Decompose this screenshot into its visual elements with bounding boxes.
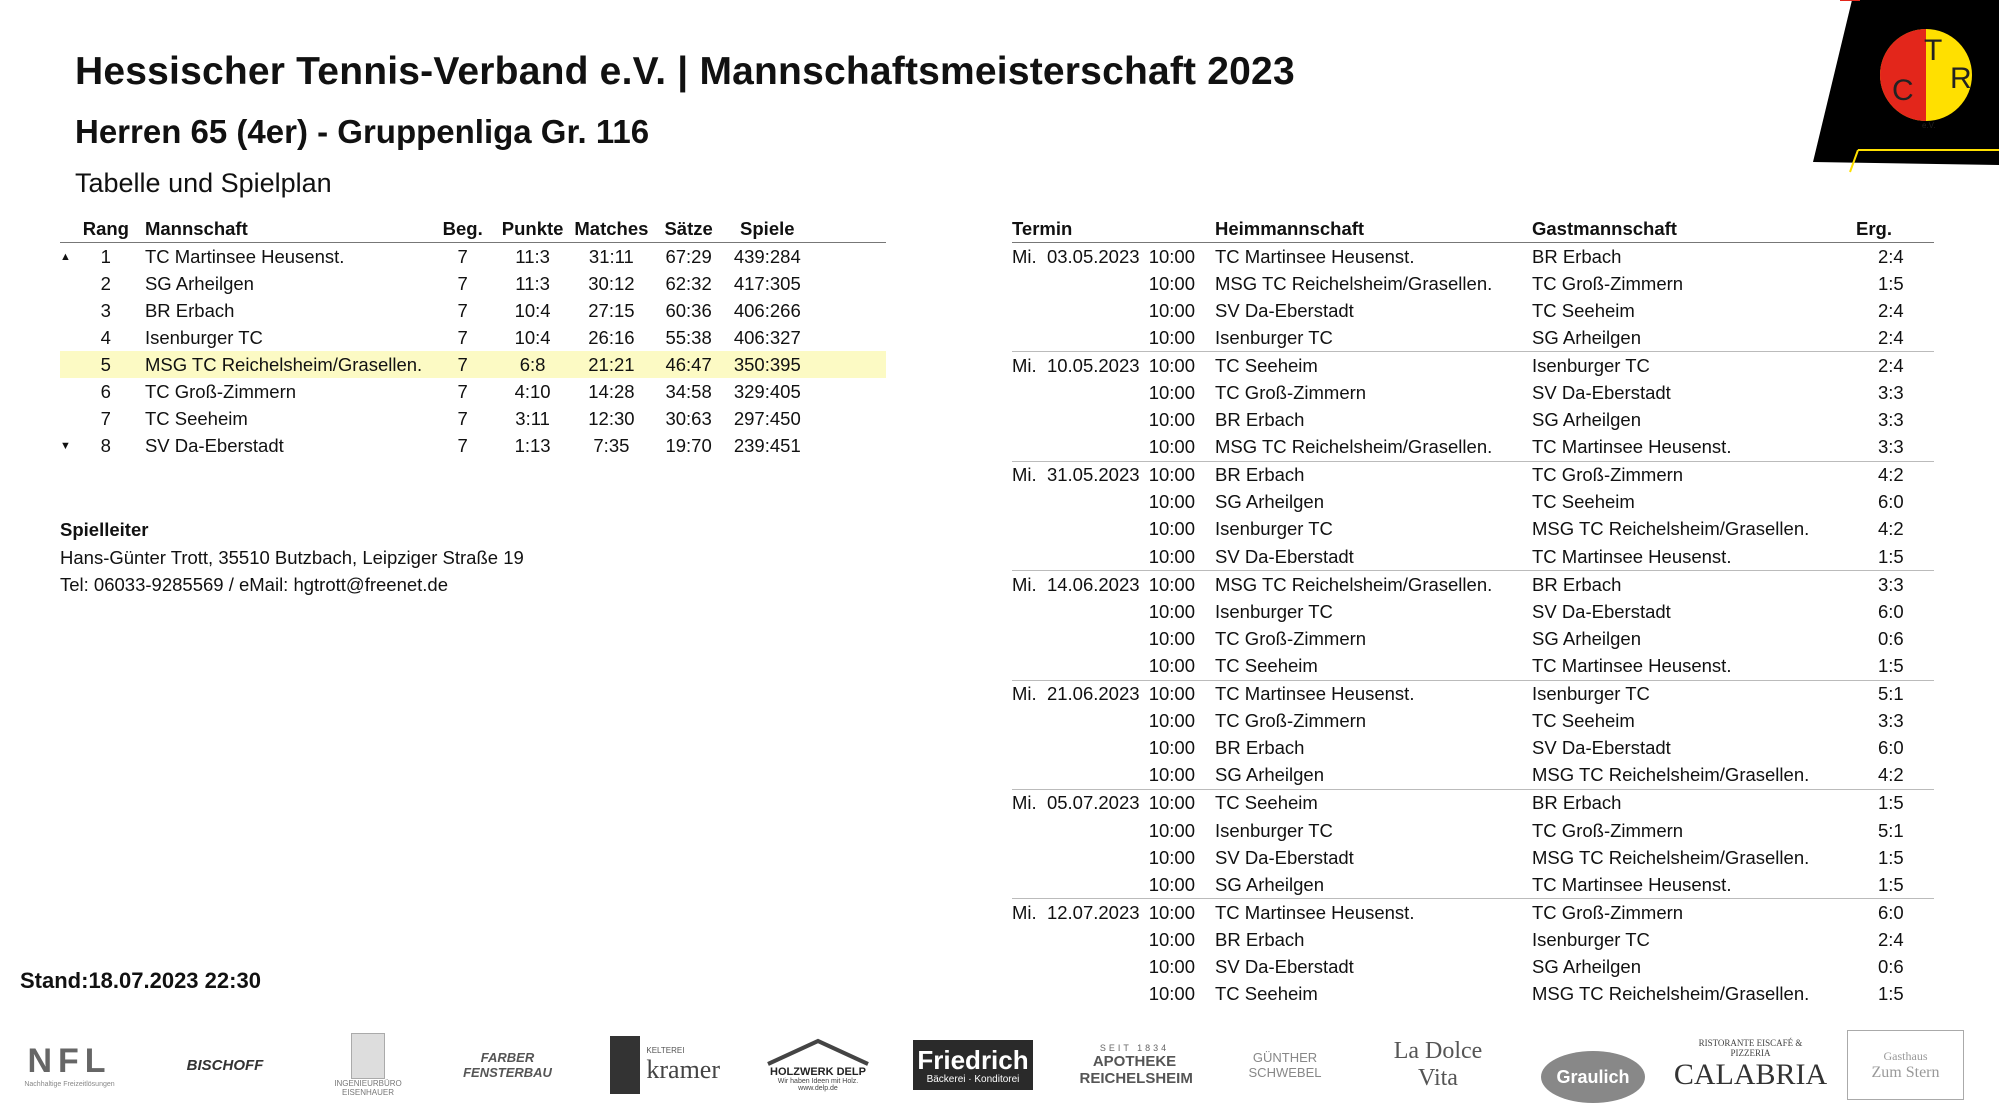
cell-time: 10:00 (1148, 272, 1195, 294)
cell-home: TC Groß-Zimmern (1215, 710, 1367, 732)
cell-time: 10:00 (1148, 352, 1215, 380)
cell-home: TC Martinsee Heusenst. (1215, 899, 1532, 927)
fixtures-header-row (1012, 215, 1934, 243)
cell-time: 10:00 (1148, 600, 1195, 622)
cell-time: 10:00 (1148, 928, 1195, 950)
cell-result: 2:4 (1856, 352, 1934, 380)
cell-date (1012, 844, 1148, 871)
fixture-row (1012, 543, 1934, 571)
cell-time: 10:00 (1148, 955, 1195, 977)
sponsor-holzwerk-delp: HOLZWERK DELP Wir haben Ideen mit Holz. www.delp.de (758, 1030, 878, 1100)
standings-row (60, 405, 886, 432)
cell-result: 4:2 (1856, 461, 1934, 489)
cell-punkte: 3:11 (515, 407, 550, 429)
cell-date (1012, 543, 1148, 571)
cell-matches: 7:35 (593, 434, 630, 456)
contact-address: Hans-Günter Trott, 35510 Butzbach, Leipziger Straße 19 (60, 546, 524, 568)
cell-result: 2:4 (1878, 928, 1904, 950)
standings-row (60, 432, 886, 459)
sponsor-calabria: RISTORANTE EISCAFÉ & PIZZERIA CALABRIA (1673, 1038, 1828, 1091)
cell-time: 10:00 (1148, 737, 1195, 759)
cell-time: 10:00 (1148, 326, 1195, 348)
fixture-row (1012, 680, 1934, 708)
fixture-row (1012, 461, 1934, 489)
fixture-row (1012, 926, 1934, 953)
contact-phone-email: Tel: 06033-9285569 / eMail: hgtrott@freenet.de (60, 574, 449, 595)
cell-guest: TC Groß-Zimmern (1532, 899, 1856, 927)
cell-beg: 7 (457, 326, 468, 348)
cell-home: TC Seeheim (1215, 789, 1532, 817)
cell-matches: 12:30 (588, 407, 635, 429)
fixture-row (1012, 598, 1934, 625)
trend-up-icon: ▲ (60, 250, 71, 263)
cell-date (1012, 625, 1148, 652)
cell-guest: MSG TC Reichelsheim/Grasellen. (1532, 983, 1810, 1005)
cell-date (1012, 871, 1148, 899)
cell-time: 10:00 (1148, 299, 1195, 321)
page-title: Hessischer Tennis-Verband e.V. | Mannschaftsmeisterschaft 2023 (75, 50, 1295, 93)
cell-guest: MSG TC Reichelsheim/Grasellen. (1532, 518, 1810, 540)
cell-spiele: 350:395 (728, 351, 807, 378)
cell-guest: SV Da-Eberstadt (1532, 737, 1671, 759)
cell-punkte: 10:4 (514, 299, 551, 321)
cell-home: TC Seeheim (1215, 983, 1318, 1005)
cell-home: MSG TC Reichelsheim/Grasellen. (1215, 571, 1532, 599)
cell-home: SG Arheilgen (1215, 873, 1325, 895)
cell-rank: 7 (100, 407, 111, 429)
fixture-row (1012, 789, 1934, 817)
col-saetze: Sätze (649, 215, 728, 243)
cell-time: 10:00 (1148, 436, 1195, 458)
cell-result: 3:3 (1878, 710, 1904, 732)
cell-spiele: 297:450 (733, 407, 801, 429)
cell-time: 10:00 (1148, 571, 1215, 599)
cell-time: 10:00 (1148, 491, 1195, 513)
cell-home: Isenburger TC (1215, 518, 1333, 540)
cell-guest: TC Seeheim (1532, 710, 1635, 732)
sponsor-friedrich: Friedrich Bäckerei · Konditorei (913, 1040, 1033, 1090)
cell-time: 10:00 (1148, 873, 1195, 895)
cell-team: BR Erbach (144, 299, 235, 321)
cell-home: TC Groß-Zimmern (1215, 382, 1367, 404)
logo-suffix: e.V. (1922, 121, 1936, 130)
cell-beg: 7 (434, 351, 492, 378)
logo-letter-t: T (1924, 34, 1943, 67)
col-erg: Erg. (1856, 215, 1934, 243)
cell-result: 3:3 (1856, 571, 1934, 599)
cell-rank: 2 (100, 272, 111, 294)
cell-guest: TC Groß-Zimmern (1532, 819, 1684, 841)
cell-result: 4:2 (1878, 764, 1904, 786)
cell-date (1012, 434, 1148, 462)
cell-date (1012, 926, 1148, 953)
cell-date (1012, 297, 1148, 324)
cell-saetze: 62:32 (665, 272, 712, 294)
cell-home: TC Groß-Zimmern (1215, 627, 1367, 649)
cell-spiele: 406:266 (733, 299, 801, 321)
cell-guest: TC Martinsee Heusenst. (1532, 654, 1732, 676)
trend-cell (60, 324, 83, 351)
cell-guest: BR Erbach (1532, 571, 1856, 599)
cell-result: 1:5 (1878, 545, 1904, 567)
cell-guest: TC Martinsee Heusenst. (1532, 436, 1732, 458)
sponsor-apotheke: SEIT 1834 APOTHEKE REICHELSHEIM (1079, 1043, 1193, 1087)
cell-guest: TC Groß-Zimmern (1532, 461, 1856, 489)
cell-result: 5:1 (1856, 680, 1934, 708)
cell-matches: 26:16 (588, 326, 635, 348)
cell-result: 6:0 (1878, 491, 1904, 513)
cell-home: SG Arheilgen (1215, 491, 1325, 513)
sponsor-bischoff: BISCHOFF (186, 1056, 264, 1074)
cell-team: Isenburger TC (144, 326, 263, 348)
sponsor-graulich: Graulich (1538, 1020, 1648, 1108)
logo-letter-r: R (1950, 62, 1972, 95)
cell-punkte: 11:3 (515, 245, 550, 267)
cell-guest: BR Erbach (1532, 245, 1622, 267)
sponsor-farber: FARBER FENSTERBAU (463, 1050, 552, 1080)
cell-home: BR Erbach (1215, 737, 1305, 759)
fixture-row (1012, 243, 1934, 271)
cell-team: TC Seeheim (144, 407, 248, 429)
cell-rank: 8 (100, 434, 111, 456)
cell-date (1012, 953, 1148, 980)
cell-date (1012, 708, 1148, 735)
cell-beg: 7 (457, 407, 468, 429)
cell-home: Isenburger TC (1215, 819, 1333, 841)
cell-home: MSG TC Reichelsheim/Grasellen. (1215, 436, 1493, 458)
league-title: Herren 65 (4er) - Gruppenliga Gr. 116 (75, 113, 650, 150)
cell-spiele: 239:451 (733, 434, 801, 456)
cell-home: Isenburger TC (1215, 600, 1333, 622)
trend-cell (60, 351, 83, 378)
standings-row (60, 351, 886, 378)
cell-date: Mi. 03.05.2023 (1012, 245, 1140, 267)
contact-label: Spielleiter (60, 519, 149, 540)
cell-matches: 14:28 (588, 380, 635, 402)
sponsor-la-dolce-vita: La Dolce Vita (1393, 1038, 1483, 1091)
cell-home: TC Martinsee Heusenst. (1215, 245, 1415, 267)
cell-team: MSG TC Reichelsheim/Grasellen. (129, 351, 434, 378)
fixture-row (1012, 817, 1934, 844)
cell-time: 10:00 (1148, 545, 1195, 567)
col-rang: Rang (83, 215, 129, 243)
cell-beg: 7 (457, 245, 468, 267)
col-termin: Termin (1012, 215, 1215, 243)
standings-row (60, 297, 886, 324)
logo-letter-c: C (1892, 74, 1914, 107)
cell-spiele: 439:284 (733, 245, 801, 267)
cell-time: 10:00 (1148, 245, 1195, 267)
cell-time: 10:00 (1148, 382, 1195, 404)
cell-saetze: 30:63 (665, 407, 712, 429)
cell-result: 1:5 (1878, 873, 1904, 895)
cell-guest: BR Erbach (1532, 789, 1856, 817)
cell-guest: SV Da-Eberstadt (1532, 382, 1671, 404)
cell-guest: SG Arheilgen (1532, 627, 1642, 649)
cell-team: SV Da-Eberstadt (144, 434, 284, 456)
cell-result: 0:6 (1878, 627, 1904, 649)
cell-home: SV Da-Eberstadt (1215, 955, 1354, 977)
cell-date: Mi. 05.07.2023 (1012, 789, 1148, 817)
cell-result: 6:0 (1878, 600, 1904, 622)
cell-date (1012, 652, 1148, 680)
contact-block (60, 516, 524, 599)
cell-spiele: 417:305 (733, 272, 801, 294)
fixture-row (1012, 652, 1934, 680)
cell-home: SG Arheilgen (1215, 764, 1325, 786)
cell-beg: 7 (457, 272, 468, 294)
cell-home: SV Da-Eberstadt (1215, 545, 1354, 567)
cell-spiele: 329:405 (733, 380, 801, 402)
cell-punkte: 1:13 (514, 434, 551, 456)
cell-time: 10:00 (1148, 627, 1195, 649)
fixture-row (1012, 379, 1934, 406)
cell-home: Isenburger TC (1215, 326, 1333, 348)
cell-date (1012, 817, 1148, 844)
cell-guest: Isenburger TC (1532, 928, 1650, 950)
fixture-row (1012, 762, 1934, 790)
cell-date: Mi. 31.05.2023 (1012, 461, 1148, 489)
cell-time: 10:00 (1148, 764, 1195, 786)
cell-matches: 31:11 (588, 245, 634, 267)
fixture-row (1012, 735, 1934, 762)
cell-time: 10:00 (1148, 518, 1195, 540)
standings-row (60, 324, 886, 351)
cell-result: 5:1 (1878, 819, 1904, 841)
sponsor-kramer: KELTEREI kramer (610, 1030, 720, 1100)
cell-date (1012, 270, 1148, 297)
cell-guest: SV Da-Eberstadt (1532, 600, 1671, 622)
cell-result: 2:4 (1878, 299, 1904, 321)
cell-date: Mi. 21.06.2023 (1012, 680, 1148, 708)
cell-guest: TC Martinsee Heusenst. (1532, 873, 1732, 895)
cell-date (1012, 762, 1148, 790)
fixture-row (1012, 270, 1934, 297)
cell-result: 6:0 (1856, 899, 1934, 927)
cell-matches: 21:21 (574, 351, 650, 378)
cell-date (1012, 407, 1148, 434)
cell-home: MSG TC Reichelsheim/Grasellen. (1215, 272, 1493, 294)
cell-rank: 1 (100, 245, 111, 267)
sponsor-eisenhauer: INGENIEURBÜRO EISENHAUER (328, 1030, 408, 1100)
cell-punkte: 10:4 (514, 326, 551, 348)
cell-home: TC Seeheim (1215, 352, 1532, 380)
cell-team: TC Groß-Zimmern (144, 380, 297, 402)
cell-time: 10:00 (1148, 461, 1215, 489)
sponsor-schwebel: GÜNTHER SCHWEBEL (1248, 1050, 1322, 1080)
cell-saetze: 34:58 (665, 380, 712, 402)
cell-team: SG Arheilgen (144, 272, 254, 294)
cell-guest: TC Martinsee Heusenst. (1532, 545, 1732, 567)
fixture-row (1012, 708, 1934, 735)
trend-cell (60, 297, 83, 324)
cell-result: 2:4 (1878, 245, 1904, 267)
section-subtitle: Tabelle und Spielplan (75, 168, 332, 198)
cell-guest: TC Seeheim (1532, 299, 1635, 321)
trend-down-icon: ▼ (60, 439, 71, 452)
cell-saetze: 19:70 (665, 434, 712, 456)
trend-cell (60, 378, 83, 405)
cell-spiele: 406:327 (733, 326, 801, 348)
cell-team: TC Martinsee Heusenst. (144, 245, 345, 267)
col-mannschaft: Mannschaft (129, 215, 434, 243)
sponsor-nfl: NFL Nachhaltige Freizeitlösungen (24, 1042, 115, 1088)
standings-header-row (60, 215, 886, 243)
cell-home: SV Da-Eberstadt (1215, 846, 1354, 868)
cell-date: Mi. 10.05.2023 (1012, 352, 1148, 380)
fixture-row (1012, 899, 1934, 927)
cell-date: Mi. 12.07.2023 (1012, 899, 1148, 927)
cell-saetze: 46:47 (649, 351, 728, 378)
cell-time: 10:00 (1148, 710, 1195, 732)
cell-beg: 7 (457, 434, 468, 456)
cell-result: 4:2 (1878, 518, 1904, 540)
cell-home: TC Seeheim (1215, 654, 1318, 676)
cell-time: 10:00 (1148, 983, 1195, 1005)
fixture-row (1012, 953, 1934, 980)
cell-matches: 27:15 (588, 299, 635, 321)
cell-time: 10:00 (1148, 409, 1195, 431)
cell-home: BR Erbach (1215, 461, 1532, 489)
sponsor-zum-stern: Gasthaus Zum Stern (1847, 1030, 1964, 1100)
cell-guest: MSG TC Reichelsheim/Grasellen. (1532, 846, 1810, 868)
cell-matches: 30:12 (588, 272, 635, 294)
cell-result: 1:5 (1878, 654, 1904, 676)
fixture-row (1012, 297, 1934, 324)
col-punkte: Punkte (492, 215, 574, 243)
fixtures-table (1012, 215, 1934, 1008)
club-logo (1810, 0, 1999, 175)
cell-home: SV Da-Eberstadt (1215, 299, 1354, 321)
fixture-row (1012, 871, 1934, 899)
col-spiele: Spiele (728, 215, 807, 243)
cell-guest: TC Seeheim (1532, 491, 1635, 513)
cell-home: BR Erbach (1215, 928, 1305, 950)
fixture-row (1012, 407, 1934, 434)
fixture-row (1012, 571, 1934, 599)
cell-date (1012, 379, 1148, 406)
cell-beg: 7 (457, 380, 468, 402)
stand-timestamp: Stand:18.07.2023 22:30 (20, 968, 261, 993)
cell-result: 1:5 (1878, 983, 1904, 1005)
cell-result: 3:3 (1878, 409, 1904, 431)
cell-guest: Isenburger TC (1532, 680, 1856, 708)
cell-time: 10:00 (1148, 789, 1215, 817)
cell-date (1012, 516, 1148, 543)
col-beg: Beg. (434, 215, 492, 243)
standings-row (60, 270, 886, 297)
cell-result: 3:3 (1878, 382, 1904, 404)
cell-guest: SG Arheilgen (1532, 409, 1642, 431)
cell-time: 10:00 (1148, 846, 1195, 868)
cell-guest: MSG TC Reichelsheim/Grasellen. (1532, 764, 1810, 786)
cell-punkte: 11:3 (515, 272, 550, 294)
standings-table (60, 215, 886, 459)
cell-beg: 7 (457, 299, 468, 321)
cell-date (1012, 489, 1148, 516)
fixture-row (1012, 625, 1934, 652)
cell-result: 1:5 (1878, 272, 1904, 294)
cell-guest: SG Arheilgen (1532, 326, 1642, 348)
cell-result: 1:5 (1856, 789, 1934, 817)
cell-date (1012, 735, 1148, 762)
fixture-row (1012, 324, 1934, 352)
cell-result: 1:5 (1878, 846, 1904, 868)
cell-rank: 5 (83, 351, 129, 378)
cell-date (1012, 324, 1148, 352)
cell-home: TC Martinsee Heusenst. (1215, 680, 1532, 708)
col-heim: Heimmannschaft (1215, 215, 1532, 243)
cell-rank: 3 (100, 299, 111, 321)
trend-cell (60, 405, 83, 432)
standings-row (60, 378, 886, 405)
cell-time: 10:00 (1148, 680, 1215, 708)
cell-saetze: 67:29 (665, 245, 712, 267)
cell-guest: SG Arheilgen (1532, 955, 1642, 977)
cell-guest: TC Groß-Zimmern (1532, 272, 1684, 294)
fixture-row (1012, 434, 1934, 462)
cell-date (1012, 981, 1148, 1008)
cell-rank: 4 (100, 326, 111, 348)
cell-guest: Isenburger TC (1532, 352, 1856, 380)
col-gast: Gastmannschaft (1532, 215, 1856, 243)
cell-saetze: 60:36 (665, 299, 712, 321)
fixture-row (1012, 981, 1934, 1008)
cell-date (1012, 598, 1148, 625)
cell-time: 10:00 (1148, 654, 1195, 676)
fixture-row (1012, 516, 1934, 543)
fixture-row (1012, 844, 1934, 871)
cell-date: Mi. 14.06.2023 (1012, 571, 1148, 599)
cell-result: 3:3 (1878, 436, 1904, 458)
standings-row (60, 243, 886, 271)
cell-result: 2:4 (1878, 326, 1904, 348)
sponsor-strip (0, 1010, 1999, 1118)
fixture-row (1012, 352, 1934, 380)
cell-result: 6:0 (1878, 737, 1904, 759)
cell-result: 0:6 (1878, 955, 1904, 977)
col-matches: Matches (574, 215, 650, 243)
cell-punkte: 6:8 (492, 351, 574, 378)
cell-saetze: 55:38 (665, 326, 712, 348)
cell-home: BR Erbach (1215, 409, 1305, 431)
cell-time: 10:00 (1148, 899, 1215, 927)
fixture-row (1012, 489, 1934, 516)
cell-rank: 6 (100, 380, 111, 402)
cell-punkte: 4:10 (514, 380, 551, 402)
trend-cell (60, 270, 83, 297)
cell-time: 10:00 (1148, 819, 1195, 841)
